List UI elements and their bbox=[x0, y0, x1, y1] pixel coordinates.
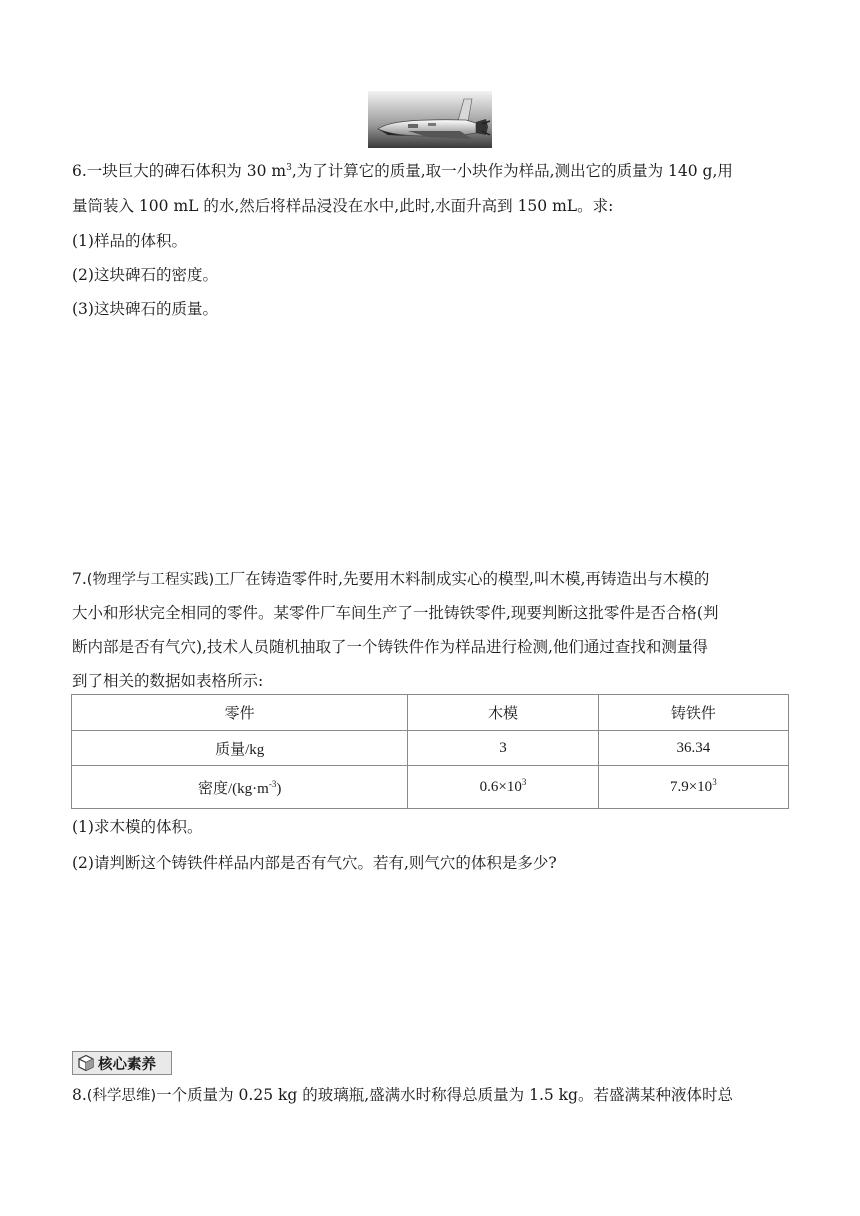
q6-sub-question-3: (3)这块碑石的质量。 bbox=[72, 300, 218, 318]
q6-line-1: 6.一块巨大的碑石体积为 30 $m^3$,为了计算它的质量,取一小块作为样品,测出它的质量为 140 g,用 bbox=[72, 162, 733, 180]
q7-line-3: 断内部是否有气穴),技术人员随机抽取了一个铸铁件作为样品进行检测,他们通过查找和测量得 bbox=[72, 638, 708, 656]
space-shuttle-photo bbox=[368, 91, 492, 148]
density-table bbox=[71, 694, 789, 809]
q8-line-1: 8.(科学思维)一个质量为 0.25 kg 的玻璃瓶,盛满水时称得总质量为 1.5 kg。若盛满某种液体时总 bbox=[72, 1086, 733, 1104]
cube-icon bbox=[77, 1054, 95, 1072]
q7-category-tag: (物理学与工程实践) bbox=[86, 572, 215, 588]
section-badge bbox=[72, 1051, 172, 1075]
q7-line-1: 7.(物理学与工程实践)工厂在铸造零件时,先要用木料制成实心的模型,叫木模,再铸造出与木模的 bbox=[72, 570, 710, 588]
q7-sub-question-2: (2)请判断这个铸铁件样品内部是否有气穴。若有,则气穴的体积是多少? bbox=[72, 854, 557, 872]
q7-sub-question-1: (1)求木模的体积。 bbox=[72, 818, 203, 836]
table-header-cell: 零件 bbox=[72, 695, 408, 731]
table-header-cell: 铸铁件 bbox=[598, 695, 788, 731]
q7-line-4: 到了相关的数据如表格所示: bbox=[72, 672, 264, 690]
q8-category-tag: (科学思维) bbox=[86, 1088, 157, 1104]
table-cell: 3 bbox=[408, 731, 598, 766]
table-cell: $0.6\times 10^3$ bbox=[408, 766, 598, 809]
table-cell: 密度$/(kg\cdot m^{-3})$ bbox=[72, 766, 408, 809]
table-header-cell: 木模 bbox=[408, 695, 598, 731]
table-row bbox=[72, 766, 789, 809]
table-header-row bbox=[72, 695, 789, 731]
q6-sub-question-2: (2)这块碑石的密度。 bbox=[72, 266, 218, 284]
table-cell: $7.9\times 10^3$ bbox=[598, 766, 788, 809]
q6-sub-question-1: (1)样品的体积。 bbox=[72, 232, 187, 250]
section-title: 核心素养 bbox=[98, 1056, 156, 1073]
table-cell: 36.34 bbox=[598, 731, 788, 766]
q7-line-2: 大小和形状完全相同的零件。某零件厂车间生产了一批铸铁零件,现要判断这批零件是否合格(判 bbox=[72, 604, 719, 622]
q6-line-2: 量筒装入 100 mL 的水,然后将样品浸没在水中,此时,水面升高到 150 mL。求: bbox=[72, 197, 614, 215]
table-cell: 质量/kg bbox=[72, 731, 408, 766]
table-row bbox=[72, 731, 789, 766]
